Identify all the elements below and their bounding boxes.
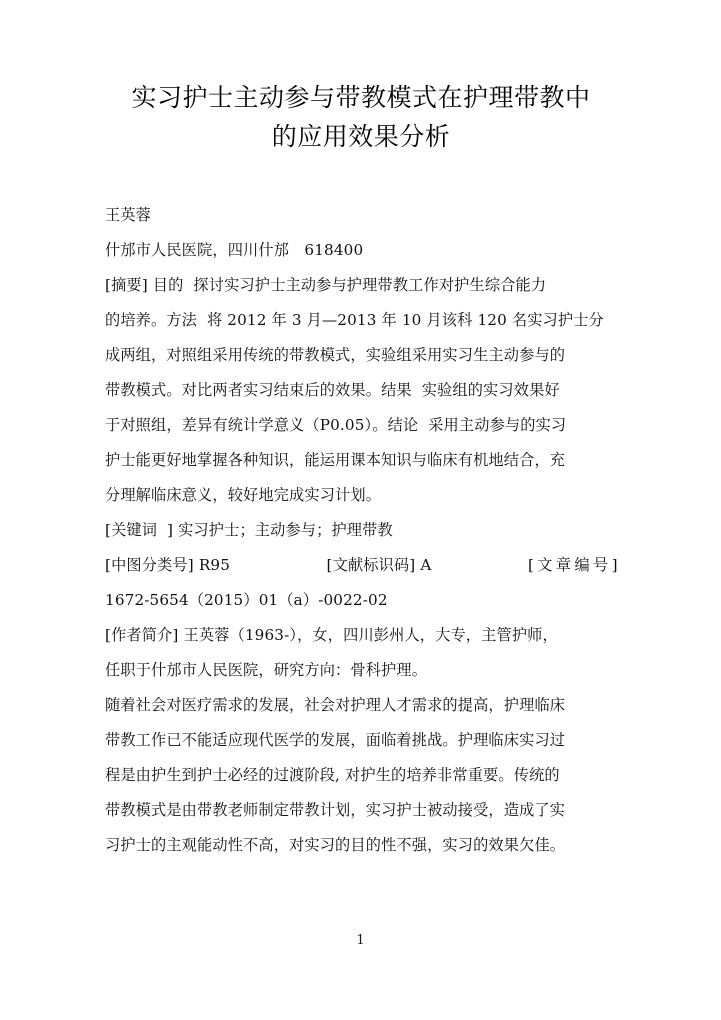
document-body <box>105 198 621 863</box>
author-name: 王英蓉 <box>105 206 152 224</box>
abstract-line: 分理解临床意义，较好地完成实习计划。 <box>105 486 382 504</box>
body-paragraph-line: 带教工作已不能适应现代医学的发展，面临着挑战。护理临床实习过 <box>105 731 566 749</box>
article-number-label: [文章编号] <box>527 556 621 574</box>
abstract-line: 护士能更好地掌握各种知识，能运用课本知识与临床有机地结合，充 <box>105 451 566 469</box>
article-number-value: 1672-5654（2015）01（a）-0022-02 <box>105 591 388 609</box>
author-bio-line: [作者简介] 王英蓉（1963-），女，四川彭州人，大专，主管护师， <box>105 626 558 644</box>
body-paragraph-line: 带教模式是由带教老师制定带教计划，实习护士被动接受，造成了实 <box>105 801 566 819</box>
page-title <box>105 78 617 156</box>
cn-classification-number: [中图分类号] R95 <box>105 556 231 574</box>
abstract-line: [摘要] 目的 探讨实习护士主动参与护理带教工作对护生综合能力 <box>105 276 547 294</box>
author-bio-line: 任职于什邡市人民医院，研究方向：骨科护理。 <box>105 661 428 679</box>
classification-line <box>105 548 621 583</box>
title-line-1: 实习护士主动参与带教模式在护理带教中 <box>131 83 591 112</box>
body-paragraph-line: 程是由护生到护士必经的过渡阶段, 对护生的培养非常重要。传统的 <box>105 766 560 784</box>
keywords-line: [关键词 ] 实习护士；主动参与；护理带教 <box>105 521 393 539</box>
title-line-2: 的应用效果分析 <box>271 122 451 151</box>
body-paragraph-line: 习护士的主观能动性不高，对实习的目的性不强，实习的效果欠佳。 <box>105 836 566 854</box>
document-identification-code: [文献标识码] A <box>326 556 432 574</box>
page-number: 1 <box>356 933 365 948</box>
abstract-line: 于对照组，差异有统计学意义（P0.05）。结论 采用主动参与的实习 <box>105 416 567 434</box>
abstract-line: 带教模式。对比两者实习结束后的效果。结果 实验组的实习效果好 <box>105 381 560 399</box>
abstract-line: 成两组，对照组采用传统的带教模式，实验组采用实习生主动参与的 <box>105 346 566 364</box>
body-paragraph-line: 随着社会对医疗需求的发展，社会对护理人才需求的提高，护理临床 <box>105 696 566 714</box>
author-affiliation: 什邡市人民医院，四川什邡 618400 <box>105 241 364 259</box>
abstract-line: 的培养。方法 将 2012 年 3 月—2013 年 10 月该科 120 名实习护士分 <box>105 311 604 329</box>
